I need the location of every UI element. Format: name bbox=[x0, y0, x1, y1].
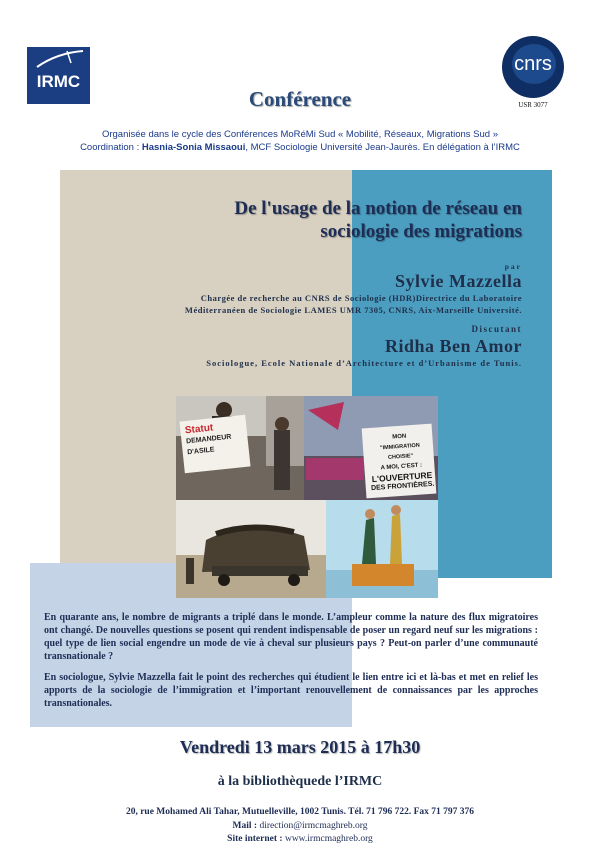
cycle-rest: des Conférences MoRéMi Sud « Mobilité, Réseaux, Migrations Sud » bbox=[203, 129, 499, 140]
discussant-label: Discutant bbox=[471, 324, 522, 334]
mail-line bbox=[0, 821, 600, 831]
cycle-line bbox=[0, 129, 600, 140]
abstract-paragraph-1: En quarante ans, le nombre de migrants a triplé dans le monde. L’ampleur comme la nature des flux migratoires ont changé. De nouvelles questions se posent qui rendent indispensable de poser un regard neuf sur les migrations : quel type de lien social engendre un mode de vie à cheval sur plusieurs pays ? Peut-on parler d’une communauté transnationale ? bbox=[44, 612, 538, 662]
event-date: Vendredi 13 mars 2015 à 17h30 bbox=[179, 737, 421, 757]
illustration-two-figures bbox=[326, 500, 438, 598]
protest-photo-asylum bbox=[176, 396, 304, 500]
event-venue: à la bibliothèquede l’IRMC bbox=[217, 774, 383, 789]
protest-photo-borders bbox=[304, 396, 438, 500]
mail-label: Mail : bbox=[232, 821, 260, 831]
irmc-logo-text: IRMC bbox=[36, 72, 81, 91]
site-label: Site internet : bbox=[227, 834, 285, 844]
coord-name: Hasnia-Sonia Missaoui bbox=[141, 142, 246, 153]
abstract bbox=[44, 611, 538, 718]
coordination-line bbox=[0, 142, 600, 153]
sign-borders-line1: MON bbox=[392, 433, 407, 441]
sign-borders-line5: DES FRONTIÈRES. bbox=[370, 480, 435, 493]
site-link[interactable]: www.irmcmaghreb.org bbox=[284, 834, 373, 844]
discussant-name: Ridha Ben Amor bbox=[384, 336, 522, 356]
mail-link[interactable]: direction@irmcmaghreb.org bbox=[259, 821, 368, 831]
speaker-info-line2: Méditerranéen de Sociologie LAMES UMR 7305, CNRS, Aix-Marseille Université. bbox=[184, 305, 522, 315]
sign-borders-line2: "IMMIGRATION CHOISIE" bbox=[379, 442, 421, 461]
coord-label: Coordination : bbox=[80, 142, 142, 153]
talk-title bbox=[60, 197, 522, 243]
usr-label: USR 3077 bbox=[518, 101, 548, 109]
conference-title: Conférence bbox=[248, 87, 352, 111]
speaker-name: Sylvie Mazzella bbox=[395, 271, 522, 291]
talk-title-line2: sociologie des migrations bbox=[320, 221, 522, 242]
abstract-paragraph-2: En sociologue, Sylvie Mazzella fait le point des recherches qui étudient le lien entre ici et là-bas et met en relief les apports de la sociologie de l’immigration et l’important renouvellement de connaissances par les approches transnationales. bbox=[44, 672, 538, 709]
par-label: par bbox=[504, 262, 522, 271]
coord-rest: , MCF Sociologie Université Jean-Jaurès. En délégation à l’IRMC bbox=[245, 142, 520, 153]
sign-asylum-line1: Statut bbox=[184, 422, 214, 437]
cycle-prefix: Organisée dans le cycle bbox=[101, 129, 204, 140]
speaker-info bbox=[60, 292, 522, 316]
talk-title-line1: De l'usage de la notion de réseau en bbox=[234, 198, 522, 219]
sign-borders-line3: A MOI, C'EST : bbox=[380, 462, 423, 472]
speaker-info-line1: Chargée de recherche au CNRS de Sociologie (HDR)Directrice du Laboratoire bbox=[200, 293, 522, 303]
cnrs-logo-text: cnrs bbox=[514, 53, 552, 75]
migrants-truck-photo bbox=[176, 500, 326, 598]
sign-borders-line4: L'OUVERTURE bbox=[371, 469, 433, 485]
discussant-info: Sociologue, Ecole Nationale d’Architecture et d’Urbanisme de Tunis. bbox=[206, 358, 522, 368]
site-line bbox=[0, 834, 600, 844]
event-address: 20, rue Mohamed Ali Tahar, Mutuelleville, 1002 Tunis. Tél. 71 796 722. Fax 71 797 376 bbox=[125, 807, 475, 817]
sign-asylum-line2: DEMANDEUR D'ASILE bbox=[185, 433, 232, 457]
